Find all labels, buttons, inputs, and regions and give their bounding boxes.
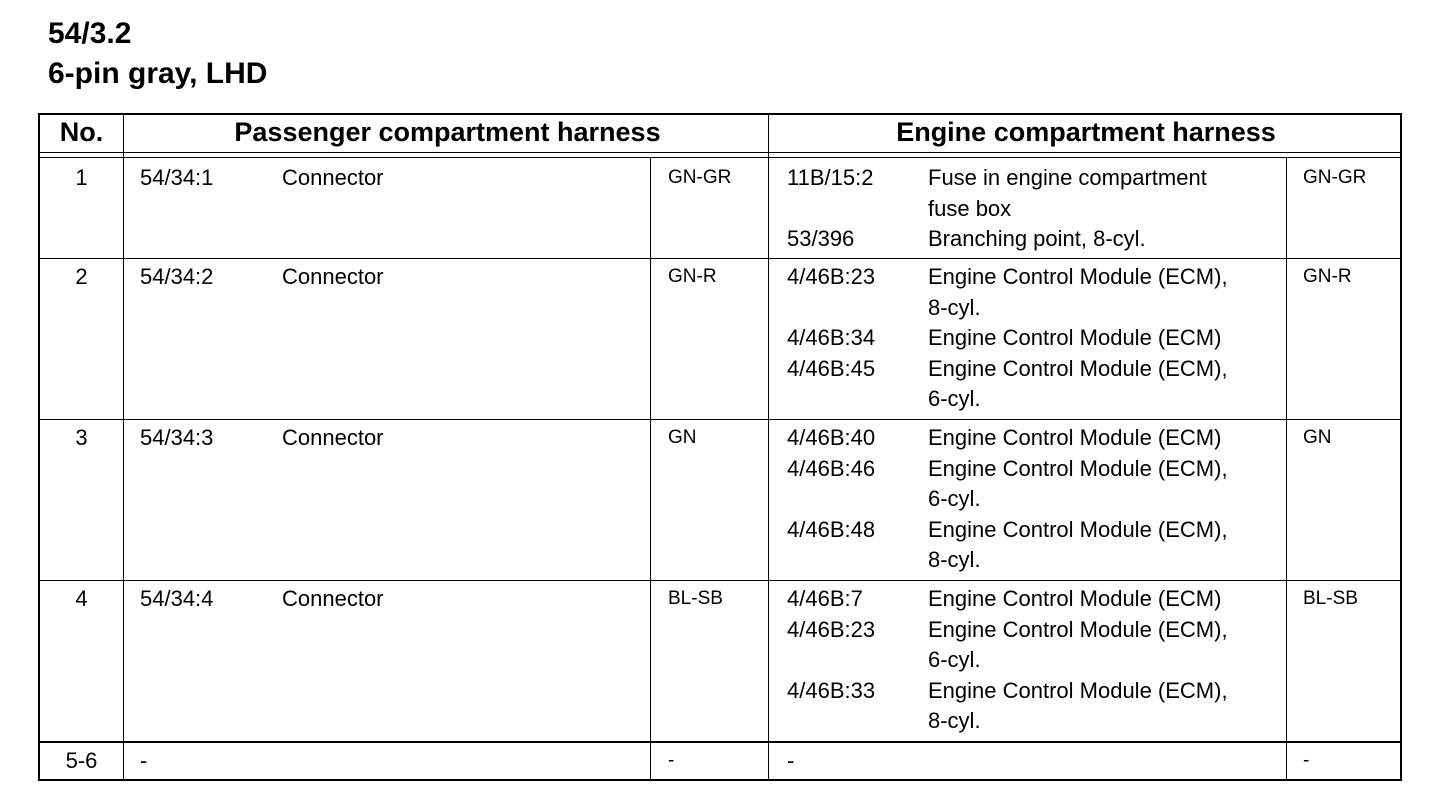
engine-pin-description: 8-cyl. <box>928 547 981 572</box>
header-divider <box>40 152 1400 153</box>
engine-pin-description: 6-cyl. <box>928 486 981 511</box>
row-number: 3 <box>75 425 88 450</box>
row-number: 4 <box>75 586 88 611</box>
passenger-wire-color: GN-R <box>668 266 717 287</box>
engine-pin-description: 8-cyl. <box>928 294 981 320</box>
engine-pin-description: Engine Control Module (ECM), <box>928 455 1228 481</box>
header-passenger-harness: Passenger compartment harness <box>234 117 661 147</box>
engine-pin-code: 4/46B:7 <box>787 586 863 611</box>
engine-wire-color: GN-GR <box>1303 167 1367 188</box>
column-divider <box>1286 157 1287 779</box>
page-subtitle: 6-pin gray, LHD <box>48 57 268 90</box>
engine-pin-code: 4/46B:45 <box>787 355 876 381</box>
engine-pin-code: 4/46B:33 <box>787 677 876 703</box>
engine-pin-description: Engine Control Module (ECM), <box>928 355 1228 381</box>
engine-pin-description: Engine Control Module (ECM), <box>928 264 1228 289</box>
pin-table <box>38 113 1402 781</box>
engine-pin-code: 4/46B:34 <box>787 325 876 350</box>
row-divider <box>40 580 1400 581</box>
engine-pin-code: 4/46B:23 <box>787 616 876 642</box>
engine-wire-color: GN <box>1303 427 1332 448</box>
passenger-pin-description: Connector <box>282 425 384 450</box>
engine-pin-code: 4/46B:46 <box>787 455 876 481</box>
engine-pin-description: Engine Control Module (ECM), <box>928 616 1228 642</box>
passenger-pin-description: Connector <box>282 586 384 611</box>
engine-wire-color: GN-R <box>1303 266 1352 287</box>
engine-pin-description: Engine Control Module (ECM) <box>928 325 1222 350</box>
engine-pin-description: Engine Control Module (ECM), <box>928 516 1228 542</box>
engine-pin-description: fuse box <box>928 195 1012 221</box>
passenger-pin-description: Connector <box>282 264 384 289</box>
passenger-wire-color: GN-GR <box>668 167 732 188</box>
engine-pin-description: 6-cyl. <box>928 386 981 411</box>
engine-pin-code: 4/46B:23 <box>787 264 876 289</box>
header-engine-harness: Engine compartment harness <box>896 117 1276 147</box>
column-divider <box>650 157 651 779</box>
engine-pin-description: Branching point, 8-cyl. <box>928 226 1146 251</box>
row-number: 1 <box>75 165 88 190</box>
row-divider <box>40 419 1400 420</box>
row-divider <box>40 258 1400 259</box>
page-title: 54/3.2 <box>48 17 132 50</box>
passenger-pin-code: 54/34:3 <box>140 425 214 450</box>
header-divider <box>40 157 1400 158</box>
column-divider <box>768 115 769 779</box>
column-divider <box>123 115 124 779</box>
passenger-wire-color: BL-SB <box>668 588 723 609</box>
engine-pin-code: 53/396 <box>787 226 855 251</box>
row-divider <box>40 741 1400 743</box>
engine-pin-description: Fuse in engine compartment <box>928 165 1207 190</box>
row-number: 5-6 <box>65 748 98 773</box>
engine-pin-code: 11B/15:2 <box>787 165 874 190</box>
engine-pin-description: Engine Control Module (ECM) <box>928 425 1222 450</box>
engine-pin-description: 6-cyl. <box>928 647 981 672</box>
engine-pin-description: Engine Control Module (ECM) <box>928 586 1222 611</box>
engine-pin-code: - <box>787 748 795 773</box>
passenger-pin-description: Connector <box>282 165 384 190</box>
passenger-pin-code: 54/34:4 <box>140 586 214 611</box>
engine-pin-code: 4/46B:48 <box>787 516 876 542</box>
row-number: 2 <box>75 264 88 289</box>
passenger-pin-code: 54/34:2 <box>140 264 214 289</box>
engine-pin-description: 8-cyl. <box>928 708 981 733</box>
engine-pin-code: 4/46B:40 <box>787 425 876 450</box>
passenger-pin-code: - <box>140 748 148 773</box>
engine-wire-color: BL-SB <box>1303 588 1358 609</box>
engine-pin-description: Engine Control Module (ECM), <box>928 677 1228 703</box>
passenger-pin-code: 54/34:1 <box>140 165 214 190</box>
engine-wire-color: - <box>1303 750 1310 771</box>
passenger-wire-color: - <box>668 750 675 771</box>
header-no: No. <box>59 117 104 147</box>
passenger-wire-color: GN <box>668 427 697 448</box>
